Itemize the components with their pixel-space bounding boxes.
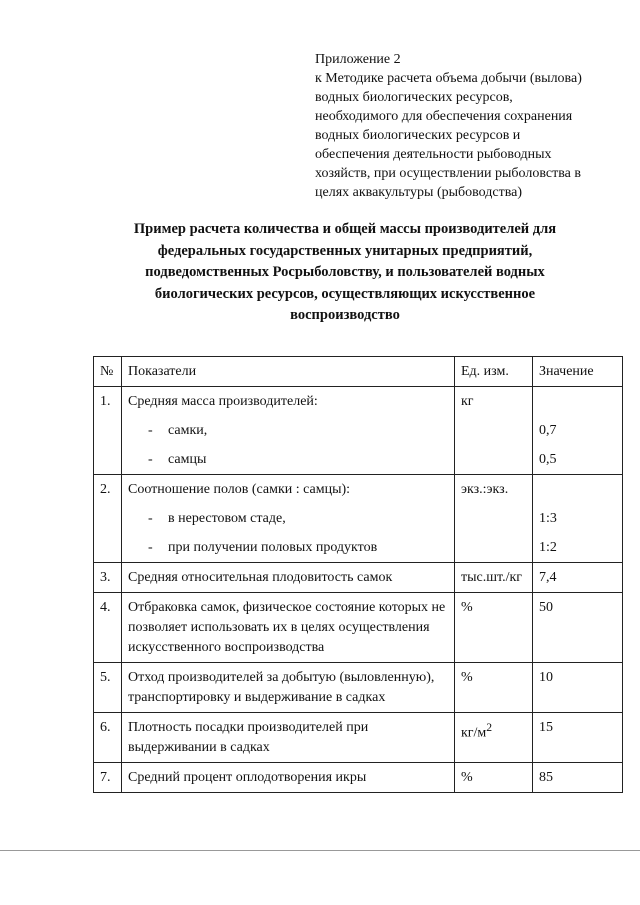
document-heading xyxy=(110,219,580,327)
appendix-header xyxy=(315,50,625,202)
header-unit: Ед. изм. xyxy=(455,357,533,387)
row-num: 2. xyxy=(94,475,122,563)
indicators-table xyxy=(93,356,623,793)
table-header-row xyxy=(94,357,623,387)
row-indicator xyxy=(122,475,455,563)
table-row xyxy=(94,663,623,713)
row-unit xyxy=(455,713,533,763)
appendix-line: водных биологических ресурсов и xyxy=(315,128,521,143)
appendix-line: хозяйств, при осуществлении рыболовства в xyxy=(315,166,581,181)
unit-text: кг/м xyxy=(461,725,487,741)
sub-item-value: 0,7 xyxy=(539,423,557,438)
row-unit: кг xyxy=(455,387,533,475)
appendix-title: Приложение 2 xyxy=(315,52,401,67)
table-row xyxy=(94,713,623,763)
sub-item-value: 1:2 xyxy=(539,540,557,555)
row-num: 4. xyxy=(94,593,122,663)
table-row xyxy=(94,387,623,475)
row-unit: % xyxy=(455,763,533,793)
row-indicator: Средняя относительная плодовитость самок xyxy=(122,563,455,593)
row-value: 85 xyxy=(533,763,623,793)
row-num: 6. xyxy=(94,713,122,763)
row-indicator: Отбраковка самок, физическое состояние которых не позволяет использовать их в целях осуществления искусственного воспроизводства xyxy=(122,593,455,663)
table-row xyxy=(94,593,623,663)
row-unit: тыс.шт./кг xyxy=(455,563,533,593)
header-indicator: Показатели xyxy=(122,357,455,387)
appendix-line: обеспечения деятельности рыбоводных xyxy=(315,147,552,162)
sub-item-value: 1:3 xyxy=(539,511,557,526)
sub-item: - самцы xyxy=(148,452,207,467)
sub-item-label: в нерестовом стаде, xyxy=(168,511,286,526)
row-value xyxy=(533,475,623,563)
sub-item: - при получении половых продуктов xyxy=(148,540,378,555)
row-value: 15 xyxy=(533,713,623,763)
header-value: Значение xyxy=(533,357,623,387)
sub-item-value: 0,5 xyxy=(539,452,557,467)
row-indicator: Средний процент оплодотворения икры xyxy=(122,763,455,793)
heading-line: воспроизводство xyxy=(290,307,400,323)
heading-line: федеральных государственных унитарных предприятий, xyxy=(157,242,533,259)
row-num: 5. xyxy=(94,663,122,713)
appendix-line: к Методике расчета объема добычи (вылова) xyxy=(315,71,582,86)
table-row xyxy=(94,763,623,793)
sub-item-label: самцы xyxy=(168,452,207,467)
row-value: 10 xyxy=(533,663,623,713)
sub-item: - самки, xyxy=(148,423,208,438)
row-indicator: Отход производителей за добытую (выловленную), транспортировку и выдерживание в садках xyxy=(122,663,455,713)
heading-line: биологических ресурсов, осуществляющих искусственное xyxy=(154,285,536,302)
row-num: 3. xyxy=(94,563,122,593)
scan-edge-line xyxy=(0,850,640,851)
heading-line: Пример расчета количества и общей массы производителей для xyxy=(133,221,557,237)
row-value: 50 xyxy=(533,593,623,663)
table-row xyxy=(94,563,623,593)
row-unit: экз.:экз. xyxy=(455,475,533,563)
heading-line: подведомственных Росрыболовству, и пользователей водных xyxy=(145,264,545,280)
appendix-line: целях аквакультуры (рыбоводства) xyxy=(315,185,523,200)
row-unit: % xyxy=(455,593,533,663)
row-value xyxy=(533,387,623,475)
indicator-text: Соотношение полов (самки : самцы): xyxy=(128,482,351,497)
row-indicator: Плотность посадки производителей при выдерживании в садках xyxy=(122,713,455,763)
appendix-line: водных биологических ресурсов, xyxy=(315,90,513,105)
row-indicator xyxy=(122,387,455,475)
sub-item-label: при получении половых продуктов xyxy=(168,540,378,555)
header-num: № xyxy=(94,357,122,387)
row-unit: % xyxy=(455,663,533,713)
appendix-line: необходимого для обеспечения сохранения xyxy=(315,109,573,124)
unit-superscript: 2 xyxy=(486,721,493,734)
table-row xyxy=(94,475,623,563)
sub-item-label: самки, xyxy=(168,423,208,438)
row-num: 7. xyxy=(94,763,122,793)
indicator-text: Средняя масса производителей: xyxy=(128,394,318,409)
row-value: 7,4 xyxy=(533,563,623,593)
row-num: 1. xyxy=(94,387,122,475)
sub-item: - в нерестовом стаде, xyxy=(148,511,286,526)
